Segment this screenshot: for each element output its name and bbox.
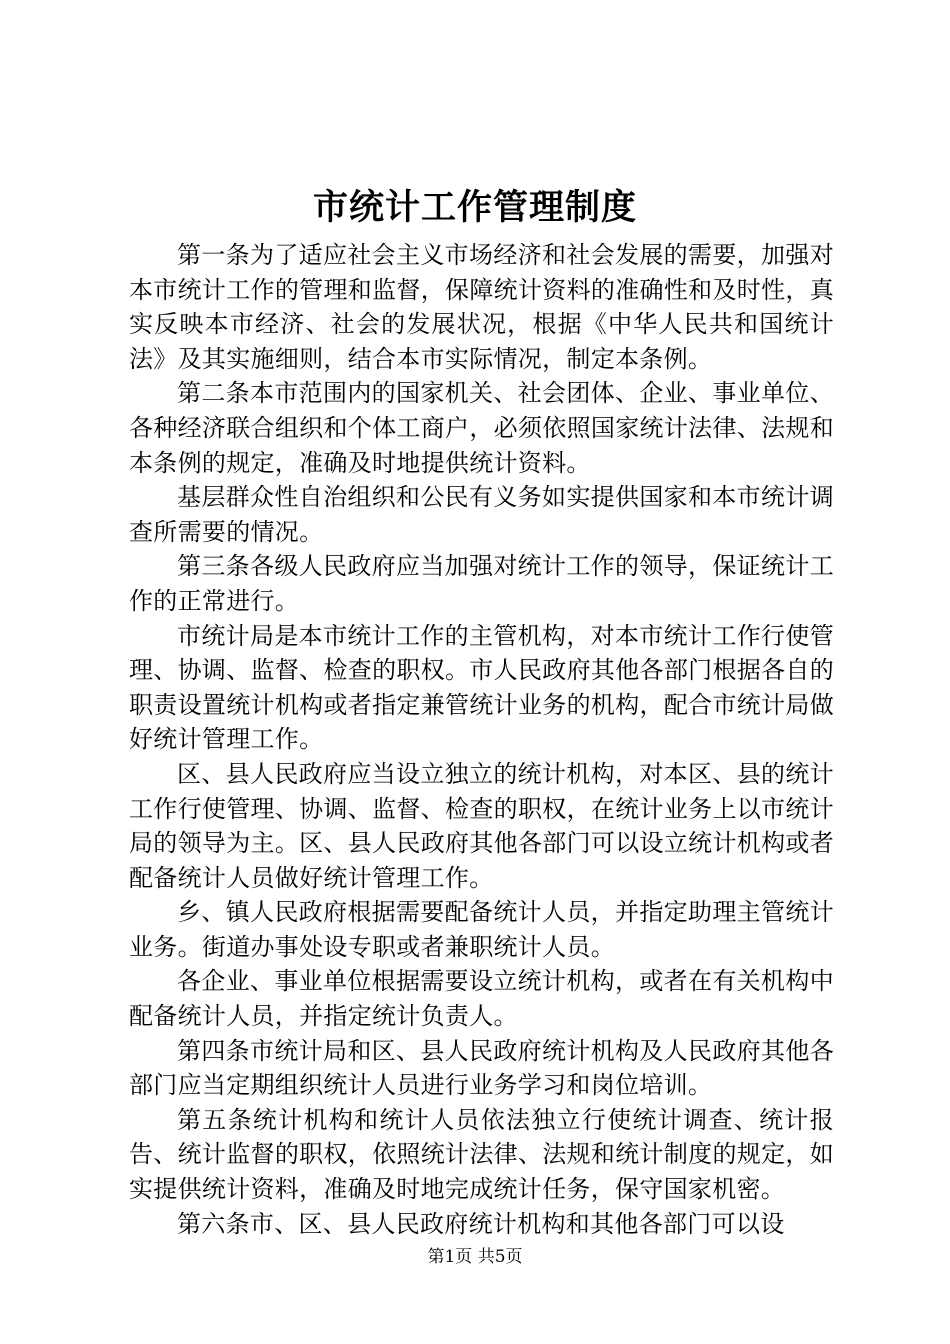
paragraph: 市统计局是本市统计工作的主管机构，对本市统计工作行使管理、协调、监督、检查的职权。市人民政府其他各部门根据各自的职责设置统计机构或者指定兼管统计业务的机构，配合市统计局做好统计管理工作。: [129, 621, 834, 754]
paragraph: 第一条为了适应社会主义市场经济和社会发展的需要，加强对本市统计工作的管理和监督，保障统计资料的准确性和及时性，真实反映本市经济、社会的发展状况，根据《中华人民共和国统计法》及其实施细则，结合本市实际情况，制定本条例。: [129, 241, 834, 373]
page-number-footer: 第1页 共5页: [427, 1247, 523, 1267]
paragraph: 第二条本市范围内的国家机关、社会团体、企业、事业单位、各种经济联合组织和个体工商户，必须依照国家统计法律、法规和本条例的规定，准确及时地提供统计资料。: [129, 379, 834, 477]
paragraph: 区、县人民政府应当设立独立的统计机构，对本区、县的统计工作行使管理、协调、监督、检查的职权，在统计业务上以市统计局的领导为主。区、县人民政府其他各部门可以设立统计机构或者配备统计人员做好统计管理工作。: [129, 759, 834, 892]
paragraph: 第五条统计机构和统计人员依法独立行使统计调查、统计报告、统计监督的职权，依照统计法律、法规和统计制度的规定，如实提供统计资料，准确及时地完成统计任务，保守国家机密。: [129, 1105, 834, 1204]
paragraph: 第六条市、区、县人民政府统计机构和其他各部门可以设: [177, 1209, 785, 1238]
paragraph: 乡、镇人民政府根据需要配备统计人员，并指定助理主管统计业务。街道办事处设专职或者兼职统计人员。: [129, 898, 834, 961]
document-body: [129, 238, 834, 1241]
document-title: 市统计工作管理制度: [312, 187, 637, 228]
paragraph: 基层群众性自治组织和公民有义务如实提供国家和本市统计调查所需要的情况。: [129, 483, 834, 546]
paragraph: 第三条各级人民政府应当加强对统计工作的领导，保证统计工作的正常进行。: [129, 552, 834, 615]
paragraph: 各企业、事业单位根据需要设立统计机构，或者在有关机构中配备统计人员，并指定统计负责人。: [129, 967, 834, 1031]
paragraph: 第四条市统计局和区、县人民政府统计机构及人民政府其他各部门应当定期组织统计人员进行业务学习和岗位培训。: [129, 1036, 834, 1100]
